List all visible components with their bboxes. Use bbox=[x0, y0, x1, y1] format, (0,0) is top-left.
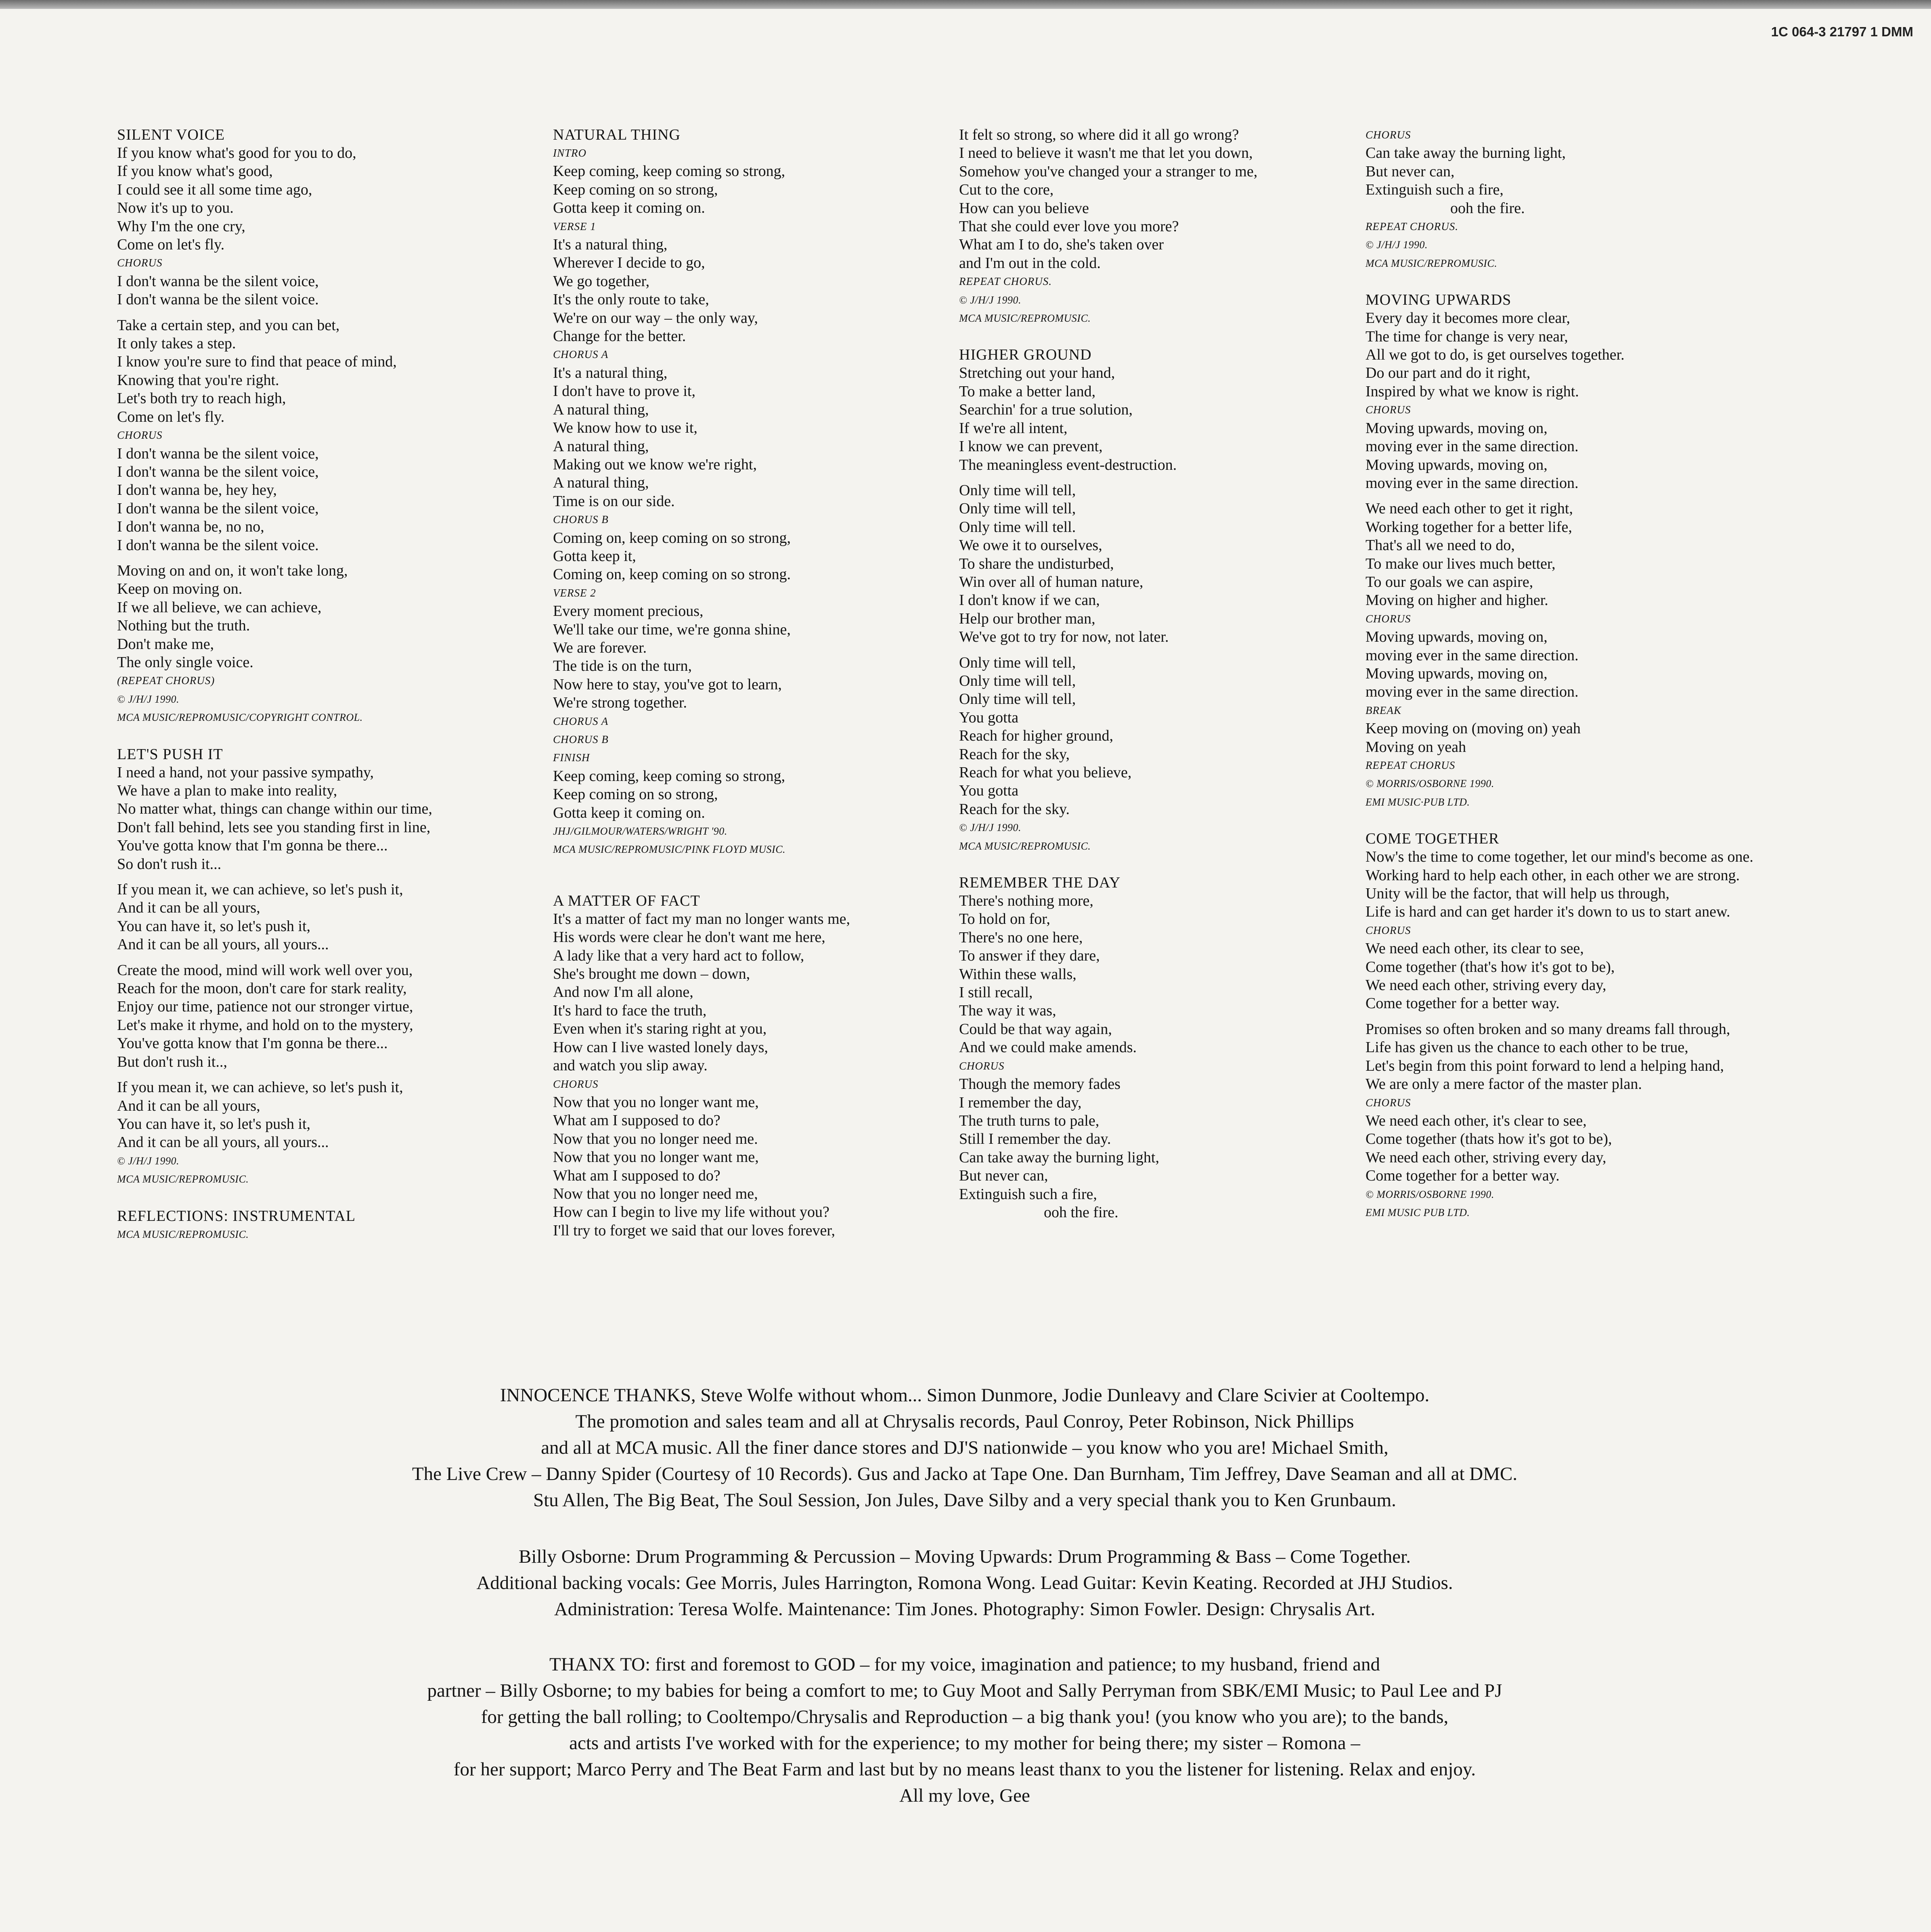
gee-thanks bbox=[61, 1652, 1869, 1809]
lyric-line: Only time will tell. bbox=[959, 518, 1076, 536]
lyric-line: Reach for the sky, bbox=[959, 745, 1070, 763]
lyric-line: Extinguish such a fire, bbox=[959, 1185, 1097, 1203]
copyright-line: © J/H/J 1990. bbox=[117, 693, 180, 705]
song-title: COME TOGETHER bbox=[1366, 830, 1500, 848]
lyric-line: Don't make me, bbox=[117, 635, 214, 653]
song-title: REFLECTIONS: INSTRUMENTAL bbox=[117, 1207, 356, 1225]
lyric-line: What am I supposed to do? bbox=[553, 1167, 720, 1184]
song-title: NATURAL THING bbox=[553, 126, 681, 143]
section-label: CHORUS bbox=[1366, 612, 1411, 625]
lyric-line: Come together for a better way. bbox=[1366, 995, 1560, 1012]
lyric-line: Extinguish such a fire, bbox=[1366, 181, 1504, 199]
copyright-line: © MORRIS/OSBORNE 1990. bbox=[1366, 1188, 1494, 1200]
lyric-line: Let's both try to reach high, bbox=[117, 390, 286, 407]
lyric-line: I don't wanna be, no no, bbox=[117, 518, 264, 536]
song-block bbox=[959, 126, 1363, 327]
section-label: CHORUS bbox=[117, 429, 163, 442]
lyric-line: Keep coming on so strong, bbox=[553, 786, 718, 803]
lyric-line: moving ever in the same direction. bbox=[1366, 438, 1579, 455]
section-label: CHORUS bbox=[1366, 129, 1411, 141]
section-label: CHORUS B bbox=[553, 513, 609, 526]
lyric-line: I don't wanna be the silent voice. bbox=[117, 536, 319, 554]
section-label: REPEAT CHORUS. bbox=[1366, 220, 1458, 233]
song-title: REMEMBER THE DAY bbox=[959, 874, 1121, 892]
lyric-line: To hold on for, bbox=[959, 911, 1050, 928]
innocence-thanks bbox=[61, 1382, 1869, 1513]
copyright-line: MCA MUSIC/REPROMUSIC. bbox=[959, 840, 1091, 852]
lyric-line: Moving on yeah bbox=[1366, 738, 1466, 756]
lyric-line: Now that you no longer want me, bbox=[553, 1093, 759, 1111]
stanza-gap bbox=[553, 859, 957, 866]
lyric-line: I could see it all some time ago, bbox=[117, 181, 312, 198]
lyric-line: Working hard to help each other, in each other we are strong. bbox=[1366, 867, 1740, 884]
song-title: A MATTER OF FACT bbox=[553, 892, 700, 909]
lyric-line: Only time will tell, bbox=[959, 481, 1076, 499]
lyric-line: It only takes a step. bbox=[117, 335, 236, 352]
section-label: REPEAT CHORUS bbox=[1366, 759, 1456, 771]
section-label: CHORUS bbox=[117, 257, 163, 269]
lyric-line: She's brought me down – down, bbox=[553, 965, 750, 983]
lyric-line: How can you believe bbox=[959, 199, 1089, 217]
lyric-line: If you know what's good, bbox=[117, 163, 273, 180]
lyric-line: It's a natural thing, bbox=[553, 364, 668, 381]
lyric-line: Change for the better. bbox=[553, 328, 686, 345]
lyric-line: Now that you no longer need me, bbox=[553, 1185, 758, 1202]
lyric-line: If we're all intent, bbox=[959, 419, 1068, 437]
lyric-line: We need each other, striving every day, bbox=[1366, 977, 1606, 994]
lyric-line: But never can, bbox=[1366, 163, 1455, 180]
lyric-line: What am I supposed to do? bbox=[553, 1112, 720, 1129]
song-block bbox=[553, 126, 957, 873]
lyric-line: It's a matter of fact my man no longer wants me, bbox=[553, 910, 850, 927]
credit-line: INNOCENCE THANKS, Steve Wolfe without whom... Simon Dunmore, Jodie Dunleavy and Clare Scivier at Cooltempo. bbox=[500, 1385, 1430, 1406]
song-title: HIGHER GROUND bbox=[959, 346, 1092, 364]
stanza-gap bbox=[117, 1071, 521, 1078]
song-block bbox=[553, 892, 957, 1240]
lyric-line: ooh the fire. bbox=[1450, 199, 1525, 217]
lyric-line: ooh the fire. bbox=[1044, 1204, 1118, 1221]
lyric-line: And it can be all yours, all yours... bbox=[117, 936, 329, 953]
lyric-line: Coming on, keep coming on so strong. bbox=[553, 566, 791, 583]
lyric-line: Moving upwards, moving on, bbox=[1366, 628, 1548, 646]
section-label: CHORUS bbox=[959, 1059, 1005, 1072]
lyric-line: Only time will tell, bbox=[959, 654, 1076, 671]
section-label: (REPEAT CHORUS) bbox=[117, 674, 215, 687]
lyric-line: The only single voice. bbox=[117, 653, 253, 671]
section-label: CHORUS B bbox=[553, 733, 609, 745]
lyric-line: You gotta bbox=[959, 709, 1019, 726]
lyrics-column-3 bbox=[959, 126, 1363, 1240]
credit-line: for her support; Marco Perry and The Beat Farm and last but by no means least thanx to you the listener for listening. Relax and enjoy. bbox=[453, 1759, 1476, 1780]
lyric-line: You can have it, so let's push it, bbox=[117, 917, 311, 935]
lyric-line: Can take away the burning light, bbox=[1366, 144, 1566, 162]
lyric-line: And now I'm all alone, bbox=[553, 984, 693, 1001]
lyric-line: I still recall, bbox=[959, 984, 1033, 1001]
copyright-line: MCA MUSIC/REPROMUSIC. bbox=[1366, 257, 1497, 269]
lyric-line: Only time will tell, bbox=[959, 691, 1076, 708]
song-block bbox=[117, 745, 521, 1189]
lyric-line: We're strong together. bbox=[553, 694, 687, 712]
lyrics-column-2 bbox=[553, 126, 957, 1258]
lyric-line: We go together, bbox=[553, 272, 650, 290]
song-title: LET'S PUSH IT bbox=[117, 745, 223, 763]
lyric-line: To share the undisturbed, bbox=[959, 555, 1114, 572]
scan-edge bbox=[0, 0, 1931, 9]
lyric-line: Moving upwards, moving on, bbox=[1366, 456, 1548, 473]
copyright-line: MCA MUSIC/REPROMUSIC. bbox=[117, 1228, 249, 1240]
lyric-line: Coming on, keep coming on so strong, bbox=[553, 529, 791, 546]
lyric-line: Inspired by what we know is right. bbox=[1366, 383, 1579, 400]
credit-line: THANX TO: first and foremost to GOD – for my voice, imagination and patience; to my husband, friend and bbox=[549, 1654, 1380, 1675]
lyric-line: I don't wanna be the silent voice, bbox=[117, 445, 319, 462]
copyright-line: © J/H/J 1990. bbox=[1366, 239, 1428, 251]
lyric-line: I don't wanna be the silent voice, bbox=[117, 272, 319, 290]
song-block bbox=[1366, 126, 1850, 272]
lyric-line: Gotta keep it coming on. bbox=[553, 804, 705, 821]
lyric-line: Gotta keep it, bbox=[553, 547, 636, 565]
lyric-line: moving ever in the same direction. bbox=[1366, 683, 1579, 701]
lyric-line: Keep moving on (moving on) yeah bbox=[1366, 720, 1581, 737]
lyric-line: Reach for the moon, don't care for stark reality, bbox=[117, 980, 407, 997]
copyright-line: EMI MUSIC·PUB LTD. bbox=[1366, 796, 1470, 808]
lyric-line: No matter what, things can change within our time, bbox=[117, 800, 432, 818]
stanza-gap bbox=[1366, 492, 1850, 500]
lyric-line: Now here to stay, you've got to learn, bbox=[553, 676, 782, 693]
lyric-line: Create the mood, mind will work well over you, bbox=[117, 961, 413, 979]
lyric-line: We need each other to get it right, bbox=[1366, 500, 1573, 517]
lyric-line: Reach for what you believe, bbox=[959, 764, 1132, 781]
lyric-line: There's nothing more, bbox=[959, 892, 1093, 910]
lyric-line: Even when it's staring right at you, bbox=[553, 1020, 767, 1038]
lyrics-column-1 bbox=[117, 126, 521, 1262]
stanza-gap bbox=[117, 309, 521, 316]
lyric-line: We know how to use it, bbox=[553, 419, 697, 437]
copyright-line: MCA MUSIC/REPROMUSIC. bbox=[117, 1173, 249, 1185]
copyright-line: MCA MUSIC/REPROMUSIC/PINK FLOYD MUSIC. bbox=[553, 844, 786, 856]
section-label: REPEAT CHORUS. bbox=[959, 275, 1052, 288]
lyric-line: If you know what's good for you to do, bbox=[117, 144, 356, 161]
lyric-line: Come on let's fly. bbox=[117, 236, 225, 253]
lyric-line: Help our brother man, bbox=[959, 610, 1095, 627]
lyric-line: That she could ever love you more? bbox=[959, 218, 1179, 235]
lyric-line: A natural thing, bbox=[553, 437, 649, 455]
lyric-line: The way it was, bbox=[959, 1002, 1056, 1019]
lyric-line: You've gotta know that I'm gonna be there... bbox=[117, 837, 388, 854]
lyric-line: Reach for the sky. bbox=[959, 800, 1070, 818]
lyric-line: Cut to the core, bbox=[959, 181, 1054, 199]
lyric-line: Working together for a better life, bbox=[1366, 518, 1572, 536]
lyric-line: and I'm out in the cold. bbox=[959, 254, 1101, 272]
lyric-line: It's hard to face the truth, bbox=[553, 1002, 707, 1019]
stanza-gap bbox=[959, 647, 1363, 654]
stanza-gap bbox=[959, 474, 1363, 481]
lyric-line: We have a plan to make into reality, bbox=[117, 782, 337, 799]
lyric-line: And we could make amends. bbox=[959, 1039, 1137, 1056]
lyric-line: I don't know if we can, bbox=[959, 592, 1100, 609]
lyric-line: I know we can prevent, bbox=[959, 438, 1103, 455]
lyric-line: Only time will tell, bbox=[959, 500, 1076, 517]
lyric-line: To make a better land, bbox=[959, 383, 1096, 400]
lyric-line: Somehow you've changed your a stranger to me, bbox=[959, 163, 1258, 180]
lyric-line: Take a certain step, and you can bet, bbox=[117, 316, 340, 334]
lyric-line: Don't fall behind, lets see you standing first in line, bbox=[117, 818, 431, 836]
lyric-line: Let's make it rhyme, and hold on to the mystery, bbox=[117, 1016, 413, 1034]
lyric-line: We owe it to ourselves, bbox=[959, 537, 1102, 554]
lyric-line: Now's the time to come together, let our mind's become as one. bbox=[1366, 848, 1753, 866]
lyric-line: Keep coming, keep coming so strong, bbox=[553, 163, 785, 180]
copyright-line: © J/H/J 1990. bbox=[959, 822, 1022, 834]
section-label: CHORUS bbox=[1366, 1096, 1411, 1109]
lyric-line: I don't wanna be the silent voice, bbox=[117, 500, 319, 517]
section-label: INTRO bbox=[553, 147, 587, 159]
lyric-line: Come together for a better way. bbox=[1366, 1167, 1560, 1185]
lyric-line: Wherever I decide to go, bbox=[553, 254, 705, 272]
credit-line: Stu Allen, The Big Beat, The Soul Session, Jon Jules, Dave Silby and a very special thank you to Ken Grunbaum. bbox=[533, 1490, 1396, 1511]
lyric-line: And it can be all yours, bbox=[117, 1097, 260, 1114]
lyric-line: You gotta bbox=[959, 782, 1019, 800]
lyric-line: moving ever in the same direction. bbox=[1366, 474, 1579, 492]
lyric-line: And it can be all yours, bbox=[117, 899, 260, 917]
stanza-gap bbox=[117, 954, 521, 961]
lyric-line: The time for change is very near, bbox=[1366, 328, 1568, 345]
lyric-line: Now it's up to you. bbox=[117, 199, 234, 217]
song-block bbox=[117, 126, 521, 727]
copyright-line: © MORRIS/OSBORNE 1990. bbox=[1366, 778, 1494, 790]
stanza-gap bbox=[117, 555, 521, 562]
song-block bbox=[117, 1207, 521, 1243]
lyric-line: We are forever. bbox=[553, 639, 647, 656]
lyric-line: Could be that way again, bbox=[959, 1020, 1112, 1038]
lyric-line: Every moment precious, bbox=[553, 603, 704, 620]
lyric-line: The tide is on the turn, bbox=[553, 657, 692, 675]
lyric-line: But don't rush it.., bbox=[117, 1053, 227, 1070]
lyric-line: Still I remember the day. bbox=[959, 1130, 1111, 1148]
lyric-line: Keep on moving on. bbox=[117, 580, 243, 598]
stanza-gap bbox=[1366, 1013, 1850, 1020]
section-label: FINISH bbox=[553, 751, 590, 764]
lyric-line: I don't have to prove it, bbox=[553, 383, 695, 400]
lyric-line: Promises so often broken and so many dreams fall through, bbox=[1366, 1020, 1730, 1038]
lyric-line: We've got to try for now, not later. bbox=[959, 628, 1169, 646]
lyric-line: You've gotta know that I'm gonna be there... bbox=[117, 1035, 388, 1052]
lyric-line: A natural thing, bbox=[553, 474, 649, 492]
lyric-line: We are only a mere factor of the master plan. bbox=[1366, 1076, 1642, 1093]
lyric-line: Moving upwards, moving on, bbox=[1366, 665, 1548, 682]
lyric-line: I don't wanna be, hey hey, bbox=[117, 481, 277, 499]
lyric-line: Enjoy our time, patience not our stronger virtue, bbox=[117, 998, 413, 1015]
lyric-line: and watch you slip away. bbox=[553, 1057, 708, 1074]
lyric-line: You can have it, so let's push it, bbox=[117, 1115, 311, 1132]
section-label: CHORUS bbox=[1366, 404, 1411, 416]
section-label: CHORUS A bbox=[553, 715, 609, 727]
lyric-line: What am I to do, she's taken over bbox=[959, 236, 1164, 253]
lyric-line: Moving on and on, it won't take long, bbox=[117, 562, 348, 579]
lyric-line: A natural thing, bbox=[553, 401, 649, 418]
section-label: CHORUS A bbox=[553, 348, 609, 361]
lyric-line: We're on our way – the only way, bbox=[553, 309, 758, 327]
credit-line: The promotion and sales team and all at Chrysalis records, Paul Conroy, Peter Robinson, Nick Phillips bbox=[575, 1411, 1354, 1432]
lyric-line: To our goals we can aspire, bbox=[1366, 573, 1533, 590]
lyric-line: But never can, bbox=[959, 1167, 1048, 1185]
lyric-line: Moving upwards, moving on, bbox=[1366, 419, 1548, 437]
lyric-line: We need each other, striving every day, bbox=[1366, 1149, 1606, 1166]
lyric-line: How can I begin to live my life without you? bbox=[553, 1204, 829, 1221]
credit-line: partner – Billy Osborne; to my babies for being a comfort to me; to Guy Moot and Sally Perryman from SBK/EMI Music; to Paul Lee and PJ bbox=[427, 1680, 1502, 1701]
copyright-line: EMI MUSIC PUB LTD. bbox=[1366, 1206, 1470, 1218]
credit-line: All my love, Gee bbox=[899, 1785, 1030, 1806]
lyric-line: If you mean it, we can achieve, so let's push it, bbox=[117, 1079, 403, 1096]
lyric-line: To answer if they dare, bbox=[959, 947, 1100, 965]
lyric-line: The meaningless event-destruction. bbox=[959, 456, 1177, 473]
lyric-line: Can take away the burning light, bbox=[959, 1149, 1159, 1166]
section-label: VERSE 1 bbox=[553, 220, 596, 232]
lyric-line: It felt so strong, so where did it all go wrong? bbox=[959, 126, 1239, 143]
lyric-line: Within these walls, bbox=[959, 965, 1077, 983]
lyric-line: Do our part and do it right, bbox=[1366, 364, 1531, 382]
credit-line: The Live Crew – Danny Spider (Courtesy of 10 Records). Gus and Jacko at Tape One. Dan Burnham, Tim Jeffrey, Dave Seaman and all at DMC. bbox=[412, 1463, 1518, 1484]
credit-line: Administration: Teresa Wolfe. Maintenance: Tim Jones. Photography: Simon Fowler. Design: Chrysalis Art. bbox=[554, 1599, 1376, 1620]
section-label: VERSE 2 bbox=[553, 586, 596, 599]
lyric-line: I need a hand, not your passive sympathy, bbox=[117, 764, 374, 781]
lyric-line: And it can be all yours, all yours... bbox=[117, 1134, 329, 1151]
lyric-line: Why I'm the one cry, bbox=[117, 218, 245, 235]
credit-line: acts and artists I've worked with for the experience; to my mother for being there; my sister – Romona – bbox=[569, 1733, 1360, 1754]
lyric-line: Unity will be the factor, that will help us through, bbox=[1366, 885, 1670, 902]
lyric-line: I'll try to forget we said that our loves forever, bbox=[553, 1222, 835, 1239]
lyric-line: I need to believe it wasn't me that let you down, bbox=[959, 144, 1253, 162]
copyright-line: © J/H/J 1990. bbox=[117, 1155, 180, 1167]
copyright-line: MCA MUSIC/REPROMUSIC. bbox=[959, 312, 1091, 324]
copyright-line: JHJ/GILMOUR/WATERS/WRIGHT '90. bbox=[553, 825, 727, 837]
song-block bbox=[1366, 830, 1850, 1222]
credit-line: Additional backing vocals: Gee Morris, Jules Harrington, Romona Wong. Lead Guitar: Kevin Keating. Recorded at JHJ Studios. bbox=[476, 1572, 1453, 1593]
lyric-line: I don't wanna be the silent voice, bbox=[117, 463, 319, 480]
lyric-line: His words were clear he don't want me here, bbox=[553, 929, 825, 946]
production-credits bbox=[61, 1544, 1869, 1622]
lyric-line: Come together (thats how it's got to be), bbox=[1366, 1130, 1612, 1148]
lyric-line: I don't wanna be the silent voice. bbox=[117, 291, 319, 308]
lyric-line: Let's begin from this point forward to lend a helping hand, bbox=[1366, 1057, 1724, 1074]
lyric-line: We need each other, its clear to see, bbox=[1366, 940, 1584, 957]
lyrics-column-4 bbox=[1366, 126, 1850, 1240]
stanza-gap bbox=[117, 873, 521, 881]
lyric-line: Time is on our side. bbox=[553, 492, 675, 510]
credit-line: for getting the ball rolling; to Cooltempo/Chrysalis and Reproduction – a big thank you! (you know who you are); to the bands, bbox=[481, 1706, 1449, 1727]
lyric-line: Though the memory fades bbox=[959, 1076, 1120, 1093]
lyric-line: If you mean it, we can achieve, so let's push it, bbox=[117, 881, 403, 898]
lyric-line: There's no one here, bbox=[959, 929, 1083, 946]
catalog-number: 1C 064-3 21797 1 DMM bbox=[1771, 24, 1913, 39]
song-block bbox=[1366, 291, 1850, 811]
copyright-line: © J/H/J 1990. bbox=[959, 294, 1022, 306]
lyric-line: Keep coming, keep coming so strong, bbox=[553, 767, 785, 785]
song-block bbox=[959, 346, 1363, 855]
song-block bbox=[959, 874, 1363, 1222]
lyric-line: I know you're sure to find that peace of mind, bbox=[117, 353, 397, 370]
lyric-line: We'll take our time, we're gonna shine, bbox=[553, 621, 791, 638]
lyric-line: Moving on higher and higher. bbox=[1366, 592, 1548, 609]
section-label: CHORUS bbox=[1366, 924, 1411, 936]
credit-line: Billy Osborne: Drum Programming & Percussion – Moving Upwards: Drum Programming & Bass – Come Together. bbox=[519, 1546, 1411, 1567]
lyric-line: Come on let's fly. bbox=[117, 408, 225, 425]
lyric-line: So don't rush it... bbox=[117, 855, 222, 873]
lyric-line: Come together (that's how it's got to be), bbox=[1366, 958, 1615, 975]
lyric-line: It's the only route to take, bbox=[553, 291, 709, 308]
lyric-line: Life has given us the chance to each other to be true, bbox=[1366, 1039, 1688, 1056]
lyric-line: Only time will tell, bbox=[959, 672, 1076, 689]
section-label: BREAK bbox=[1366, 704, 1401, 716]
lyric-line: Knowing that you're right. bbox=[117, 371, 279, 389]
lyric-line: Stretching out your hand, bbox=[959, 364, 1115, 382]
lyric-line: How can I live wasted lonely days, bbox=[553, 1038, 768, 1056]
song-title: MOVING UPWARDS bbox=[1366, 291, 1512, 309]
lyric-line: The truth turns to pale, bbox=[959, 1112, 1100, 1129]
lyric-line: Win over all of human nature, bbox=[959, 573, 1144, 590]
lyric-line: Nothing but the truth. bbox=[117, 617, 250, 634]
lyric-line: Keep coming on so strong, bbox=[553, 181, 718, 198]
lyric-line: Making out we know we're right, bbox=[553, 456, 757, 473]
stanza-gap bbox=[553, 866, 957, 873]
copyright-line: MCA MUSIC/REPROMUSIC/COPYRIGHT CONTROL. bbox=[117, 712, 363, 724]
lyric-line: Every day it becomes more clear, bbox=[1366, 310, 1571, 327]
lyric-line: If we all believe, we can achieve, bbox=[117, 599, 322, 616]
lyric-line: We need each other, it's clear to see, bbox=[1366, 1112, 1587, 1129]
lyric-line: It's a natural thing, bbox=[553, 236, 668, 253]
section-label: CHORUS bbox=[553, 1078, 599, 1090]
lyric-line: Reach for higher ground, bbox=[959, 727, 1113, 745]
lyric-line: moving ever in the same direction. bbox=[1366, 647, 1579, 664]
lyric-line: Searchin' for a true solution, bbox=[959, 401, 1133, 419]
lyric-line: I remember the day, bbox=[959, 1094, 1082, 1111]
lyric-line: To make our lives much better, bbox=[1366, 555, 1556, 572]
lyric-line: Gotta keep it coming on. bbox=[553, 199, 705, 217]
song-title: SILENT VOICE bbox=[117, 126, 225, 143]
lyric-line: A lady like that a very hard act to follow, bbox=[553, 947, 804, 964]
lyric-line: Now that you no longer need me. bbox=[553, 1130, 758, 1147]
lyric-line: Life is hard and can get harder it's down to us to start anew. bbox=[1366, 903, 1730, 921]
lyric-line: That's all we need to do, bbox=[1366, 537, 1515, 554]
lyric-line: Now that you no longer want me, bbox=[553, 1149, 759, 1166]
credit-line: and all at MCA music. All the finer dance stores and DJ'S nationwide – you know who you are! Michael Smith, bbox=[541, 1437, 1389, 1458]
lyric-line: All we got to do, is get ourselves together. bbox=[1366, 346, 1625, 364]
